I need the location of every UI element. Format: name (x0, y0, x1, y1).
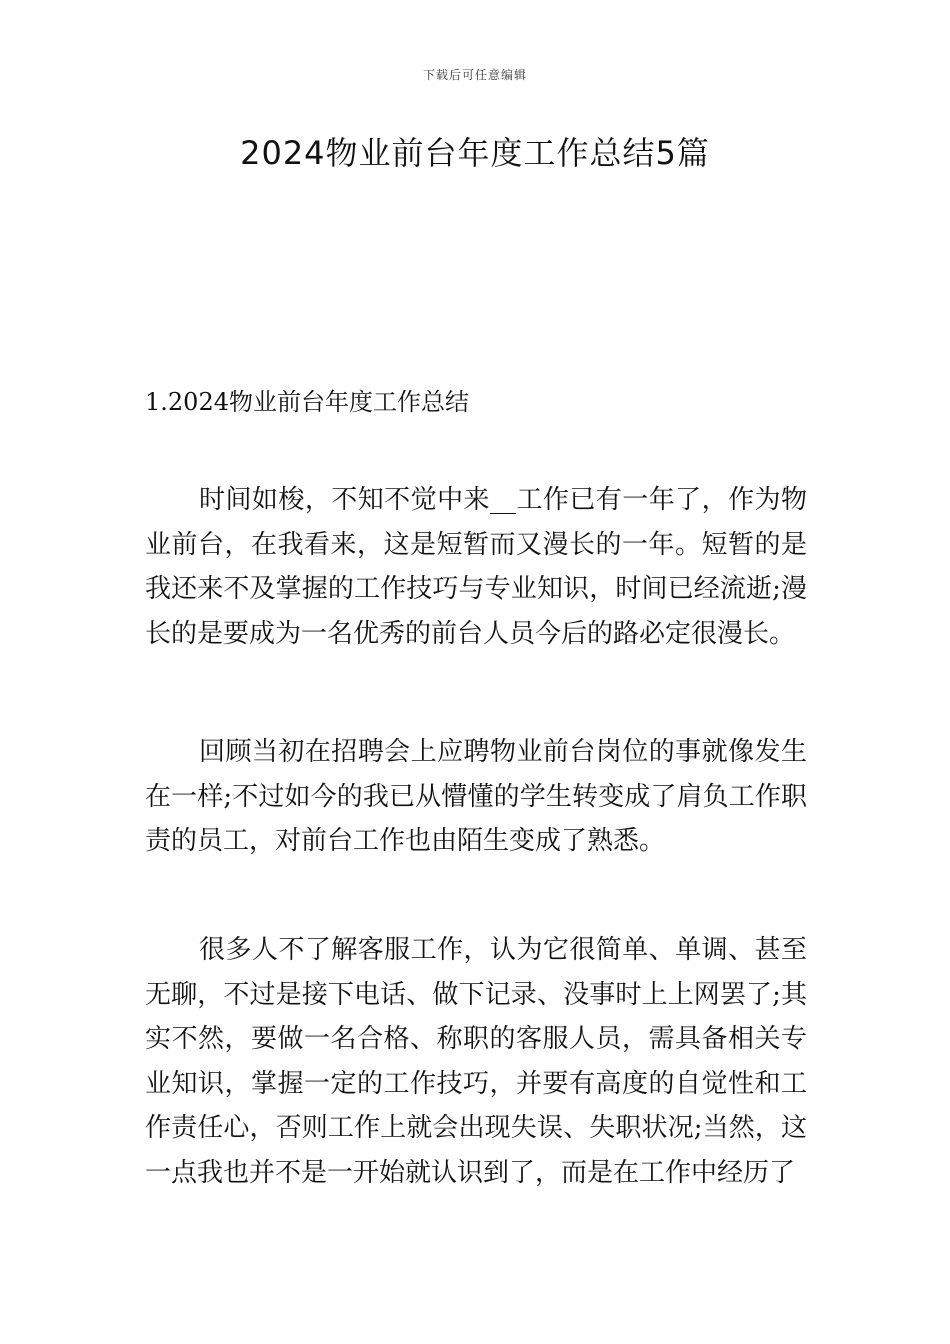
section-heading: 1.2024物业前台年度工作总结 (145, 388, 469, 416)
paragraph-1: 时间如梭，不知不觉中来__工作已有一年了，作为物业前台，在我看来，这是短暂而又漫长的一年。短暂的是我还来不及掌握的工作技巧与专业知识，时间已经流逝;漫长的是要成为一名优秀的前台人员今后的路必定很漫长。 (145, 485, 807, 649)
header-note: 下载后可任意编辑 (422, 68, 527, 82)
paragraph-3: 很多人不了解客服工作，认为它很简单、单调、甚至无聊，不过是接下电话、做下记录、没事时上上网罢了;其实不然，要做一名合格、称职的客服人员，需具备相关专业知识，掌握一定的工作技巧，并要有高度的自觉性和工作责任心，否则工作上就会出现失误、失职状况;当然，这一点我也并不是一开始就认识到了，而是在工作中经历了 (145, 935, 807, 1188)
paragraph-2: 回顾当初在招聘会上应聘物业前台岗位的事就像发生在一样;不过如今的我已从懵懂的学生转变成了肩负工作职责的员工，对前台工作也由陌生变成了熟悉。 (145, 737, 807, 856)
document-title: 2024物业前台年度工作总结5篇 (240, 134, 710, 172)
